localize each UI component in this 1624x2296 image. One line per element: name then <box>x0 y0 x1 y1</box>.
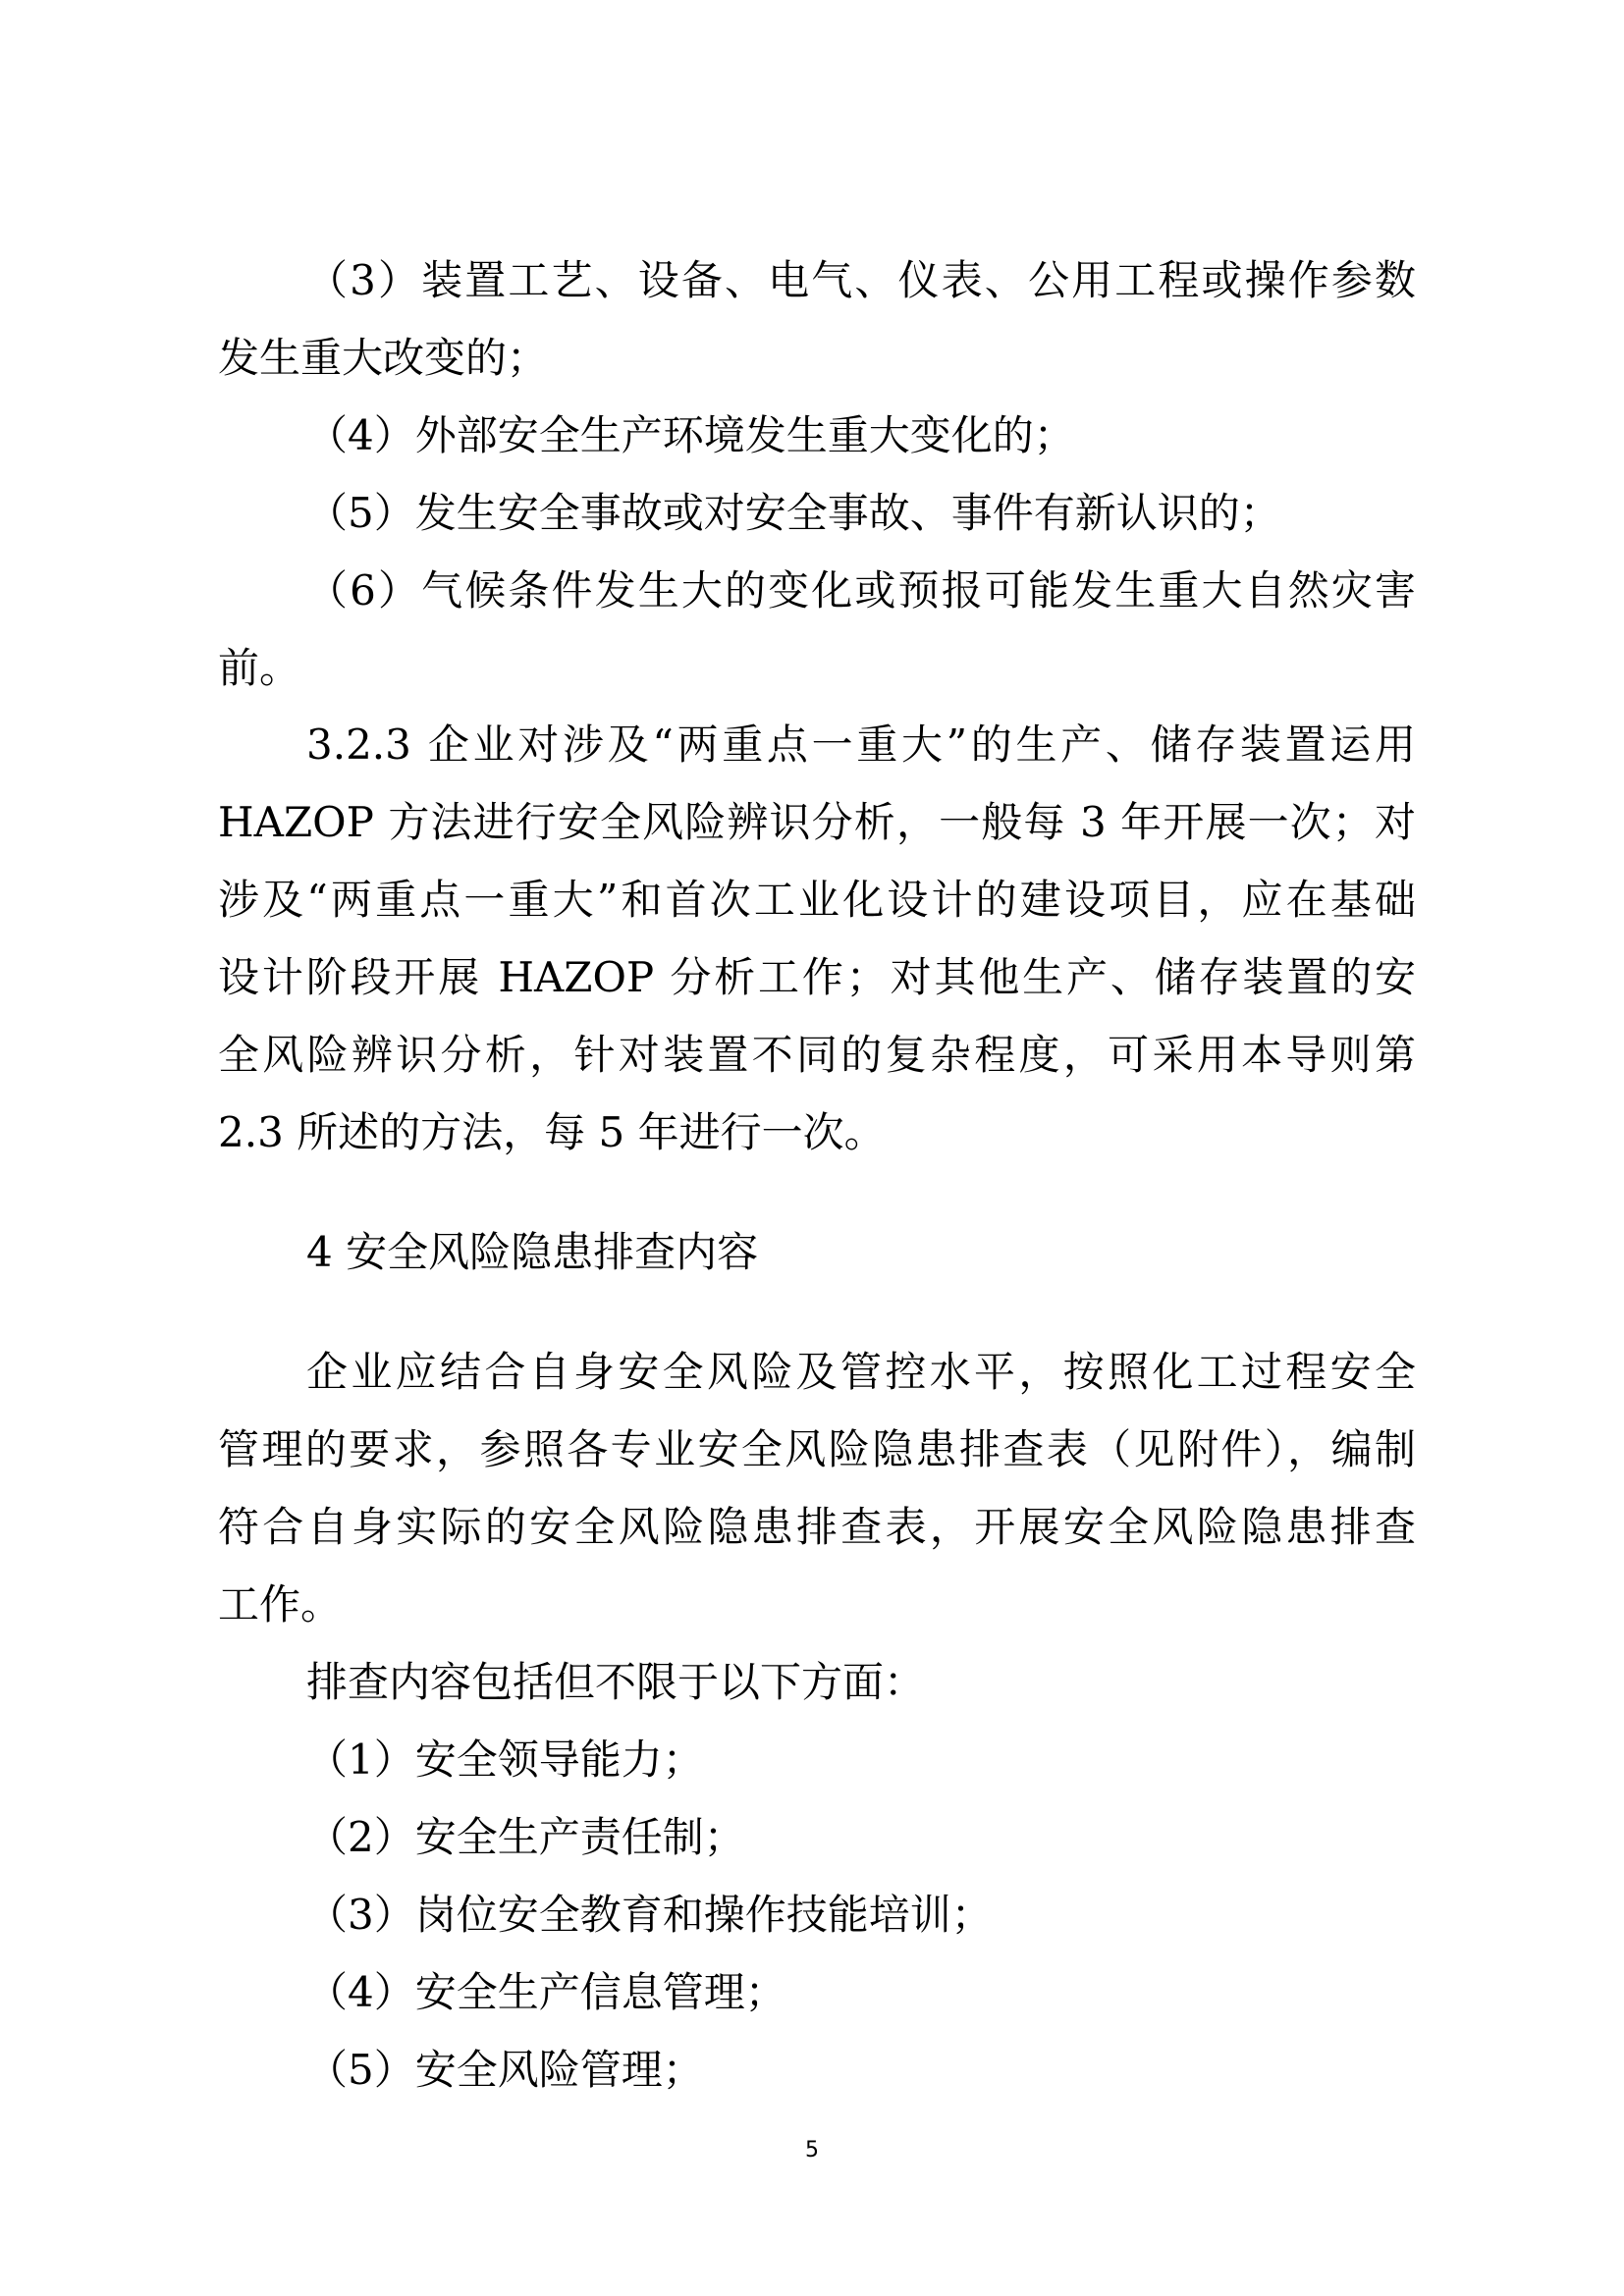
text-line: （5）发生安全事故或对安全事故、事件有新认识的； <box>306 489 1281 537</box>
list-item: （1）安全领导能力； <box>306 1735 704 1784</box>
page-number: 5 <box>805 2138 819 2163</box>
text-line: 设计阶段开展 HAZOP 分析工作；对其他生产、储存装置的安 <box>218 953 1416 1001</box>
list-item: （3）岗位安全教育和操作技能培训； <box>306 1891 993 1939</box>
text-line: 涉及“两重点一重大”和首次工业化设计的建设项目，应在基础 <box>218 876 1416 924</box>
text-line: 符合自身实际的安全风险隐患排查表，开展安全风险隐患排查 <box>218 1503 1416 1551</box>
text-line: 排查内容包括但不限于以下方面： <box>306 1658 926 1706</box>
section-heading: 4 安全风险隐患排查内容 <box>306 1228 759 1276</box>
text-line: 前。 <box>218 644 301 692</box>
text-line: （6）气候条件发生大的变化或预报可能发生重大自然灾害 <box>306 566 1416 614</box>
list-item: （2）安全生产责任制； <box>306 1813 745 1861</box>
text-line: 全风险辨识分析，针对装置不同的复杂程度，可采用本导则第 <box>218 1031 1416 1079</box>
text-line: 2.3 所述的方法，每 5 年进行一次。 <box>218 1108 886 1156</box>
text-line: HAZOP 方法进行安全风险辨识分析，一般每 3 年开展一次；对 <box>218 798 1416 846</box>
text-line: 发生重大改变的； <box>218 334 549 382</box>
text-line: （3）装置工艺、设备、电气、仪表、公用工程或操作参数 <box>306 256 1416 304</box>
list-item: （4）安全生产信息管理； <box>306 1968 786 2016</box>
list-item: （5）安全风险管理； <box>306 2046 704 2094</box>
text-line: 企业应结合自身安全风险及管控水平，按照化工过程安全 <box>306 1348 1416 1396</box>
text-line: （4）外部安全生产环境发生重大变化的； <box>306 411 1075 459</box>
text-line: 管理的要求，参照各专业安全风险隐患排查表（见附件），编制 <box>218 1425 1416 1473</box>
text-line: 3.2.3 企业对涉及“两重点一重大”的生产、储存装置运用 <box>306 721 1416 769</box>
text-line: 工作。 <box>218 1580 343 1629</box>
